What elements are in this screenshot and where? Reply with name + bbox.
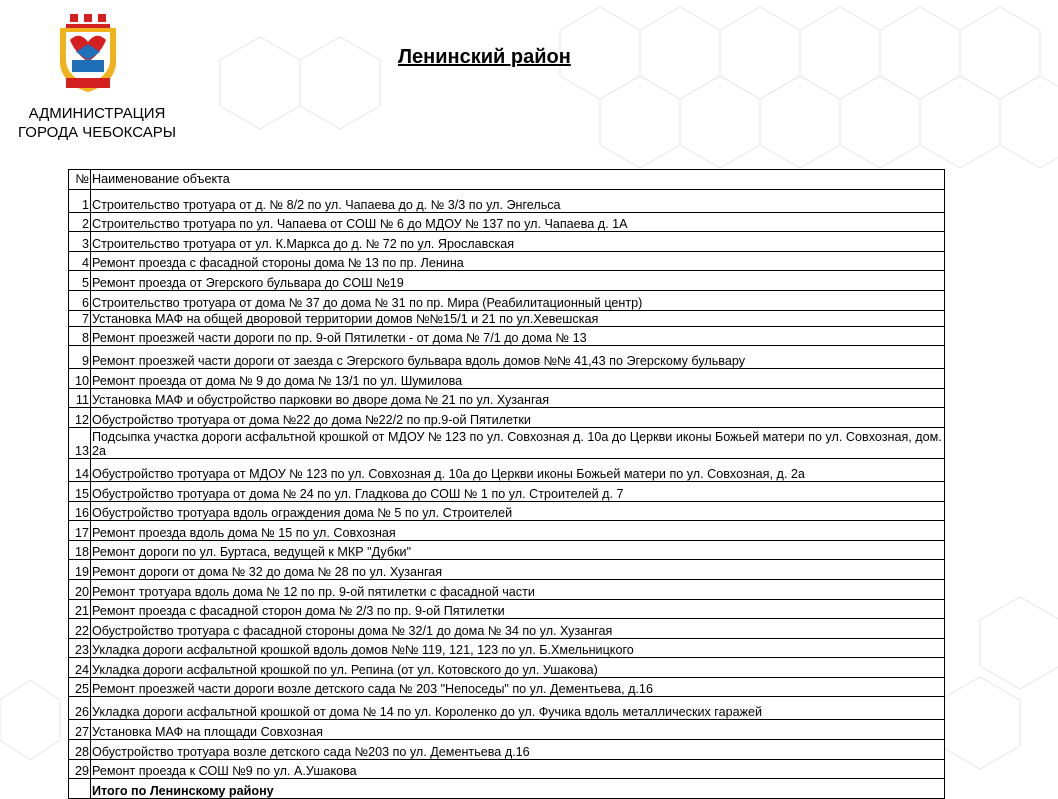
- table-row: [69, 759, 945, 779]
- row-name: Обустройство тротуара с фасадной стороны дома № 32/1 до дома № 34 по ул. Хузангая: [91, 619, 945, 639]
- row-name: Ремонт проезда от дома № 9 до дома № 13/1 по ул. Шумилова: [91, 369, 945, 389]
- table-row: [69, 521, 945, 541]
- row-number: 20: [69, 579, 91, 599]
- row-name: Подсыпка участка дороги асфальтной крошкой от МДОУ № 123 по ул. Совхозная д. 10а до Церкви иконы Божьей матери по ул. Совхозная, дом. 2а: [91, 427, 945, 458]
- table-row: [69, 346, 945, 369]
- table-row: [69, 619, 945, 639]
- row-name: Установка МАФ на общей дворовой территории домов №№15/1 и 21 по ул.Хевешская: [91, 310, 945, 326]
- row-name: Обустройство тротуара от дома № 24 по ул. Гладкова до СОШ № 1 по ул. Строителей д. 7: [91, 481, 945, 501]
- table-total-row: [69, 779, 945, 799]
- row-number: 18: [69, 540, 91, 560]
- row-name: Ремонт проезда от Эгерского бульвара до СОШ №19: [91, 271, 945, 291]
- table-row: [69, 481, 945, 501]
- row-name: Укладка дороги асфальтной крошкой от дома № 14 по ул. Короленко до ул. Фучика вдоль металлических гаражей: [91, 697, 945, 720]
- page-title: Ленинский район: [398, 46, 571, 68]
- row-name: Установка МАФ на площади Совхозная: [91, 720, 945, 740]
- row-name: Ремонт проезжей части дороги от заезда с Эгерского бульвара вдоль домов №№ 41,43 по Эгерскому бульвару: [91, 346, 945, 369]
- table-row: [69, 579, 945, 599]
- table-row: [69, 740, 945, 760]
- row-number: 7: [69, 310, 91, 326]
- row-number: 11: [69, 388, 91, 408]
- row-number: 24: [69, 658, 91, 678]
- row-name: Ремонт дороги от дома № 32 до дома № 28 по ул. Хузангая: [91, 560, 945, 580]
- org-line-2: ГОРОДА ЧЕБОКСАРЫ: [18, 124, 176, 141]
- table-row: [69, 501, 945, 521]
- table-row: [69, 427, 945, 458]
- table-row: [69, 290, 945, 310]
- row-name: Укладка дороги асфальтной крошкой по ул. Репина (от ул. Котовского до ул. Ушакова): [91, 658, 945, 678]
- row-number: 15: [69, 481, 91, 501]
- table-row: [69, 232, 945, 252]
- row-number: 10: [69, 369, 91, 389]
- table-row: [69, 271, 945, 291]
- table-row: [69, 408, 945, 428]
- table-row: [69, 720, 945, 740]
- org-line-1: АДМИНИСТРАЦИЯ: [28, 105, 166, 122]
- row-name: Ремонт проезда с фасадной стороны дома № 13 по пр. Ленина: [91, 251, 945, 271]
- row-number: 2: [69, 212, 91, 232]
- row-number: 26: [69, 697, 91, 720]
- row-name: Строительство тротуара от ул. К.Маркса до д. № 72 по ул. Ярославская: [91, 232, 945, 252]
- row-number: 21: [69, 599, 91, 619]
- row-number: 13: [69, 427, 91, 458]
- row-number: 3: [69, 232, 91, 252]
- row-number: 17: [69, 521, 91, 541]
- table-row: [69, 599, 945, 619]
- table-row: [69, 310, 945, 326]
- table-row: [69, 677, 945, 697]
- row-number: 14: [69, 458, 91, 481]
- table-row: [69, 458, 945, 481]
- table-row: [69, 658, 945, 678]
- row-name: Ремонт проезжей части дороги возле детского сада № 203 "Непоседы" по ул. Дементьева, д.16: [91, 677, 945, 697]
- organization-name: [0, 104, 194, 142]
- row-number: 25: [69, 677, 91, 697]
- row-name: Установка МАФ и обустройство парковки во дворе дома № 21 по ул. Хузангая: [91, 388, 945, 408]
- table-row: [69, 638, 945, 658]
- table-row: [69, 388, 945, 408]
- row-number: 28: [69, 740, 91, 760]
- row-name: Укладка дороги асфальтной крошкой вдоль домов №№ 119, 121, 123 по ул. Б.Хмельницкого: [91, 638, 945, 658]
- table-row: [69, 212, 945, 232]
- table-row: [69, 251, 945, 271]
- total-number: [69, 779, 91, 799]
- table-row: [69, 697, 945, 720]
- row-number: 12: [69, 408, 91, 428]
- row-number: 5: [69, 271, 91, 291]
- row-number: 9: [69, 346, 91, 369]
- row-name: Ремонт проезда вдоль дома № 15 по ул. Совхозная: [91, 521, 945, 541]
- row-number: 6: [69, 290, 91, 310]
- objects-table: [68, 169, 945, 799]
- table-row: [69, 369, 945, 389]
- row-number: 4: [69, 251, 91, 271]
- row-number: 1: [69, 189, 91, 212]
- row-number: 29: [69, 759, 91, 779]
- row-number: 8: [69, 326, 91, 346]
- total-label: Итого по Ленинскому району: [91, 779, 945, 799]
- row-number: 19: [69, 560, 91, 580]
- row-number: 16: [69, 501, 91, 521]
- row-name: Ремонт проезда к СОШ №9 по ул. А.Ушакова: [91, 759, 945, 779]
- row-name: Обустройство тротуара от МДОУ № 123 по ул. Совхозная д. 10а до Церкви иконы Божьей матери по ул. Совхозная, д. 2а: [91, 458, 945, 481]
- table-row: [69, 540, 945, 560]
- row-name: Ремонт проезда с фасадной сторон дома № 2/3 по пр. 9-ой Пятилетки: [91, 599, 945, 619]
- row-name: Ремонт тротуара вдоль дома № 12 по пр. 9-ой пятилетки с фасадной части: [91, 579, 945, 599]
- row-name: Ремонт дороги по ул. Буртаса, ведущей к МКР "Дубки": [91, 540, 945, 560]
- row-number: 22: [69, 619, 91, 639]
- table-row: [69, 326, 945, 346]
- table-row: [69, 189, 945, 212]
- row-name: Строительство тротуара от д. № 8/2 по ул. Чапаева до д. № 3/3 по ул. Энгельса: [91, 189, 945, 212]
- row-name: Обустройство тротуара вдоль ограждения дома № 5 по ул. Строителей: [91, 501, 945, 521]
- row-name: Обустройство тротуара от дома №22 до дома №22/2 по пр.9-ой Пятилетки: [91, 408, 945, 428]
- city-coat-of-arms-logo: [48, 12, 128, 98]
- row-name: Ремонт проезжей части дороги по пр. 9-ой Пятилетки - от дома № 7/1 до дома № 13: [91, 326, 945, 346]
- row-name: Строительство тротуара по ул. Чапаева от СОШ № 6 до МДОУ № 137 по ул. Чапаева д. 1А: [91, 212, 945, 232]
- header-number: №: [69, 170, 91, 190]
- table-header-row: [69, 170, 945, 190]
- row-number: 27: [69, 720, 91, 740]
- row-number: 23: [69, 638, 91, 658]
- row-name: Обустройство тротуара возле детского сада №203 по ул. Дементьева д.16: [91, 740, 945, 760]
- row-name: Строительство тротуара от дома № 37 до дома № 31 по пр. Мира (Реабилитационный центр): [91, 290, 945, 310]
- table-row: [69, 560, 945, 580]
- header-name: Наименование объекта: [91, 170, 945, 190]
